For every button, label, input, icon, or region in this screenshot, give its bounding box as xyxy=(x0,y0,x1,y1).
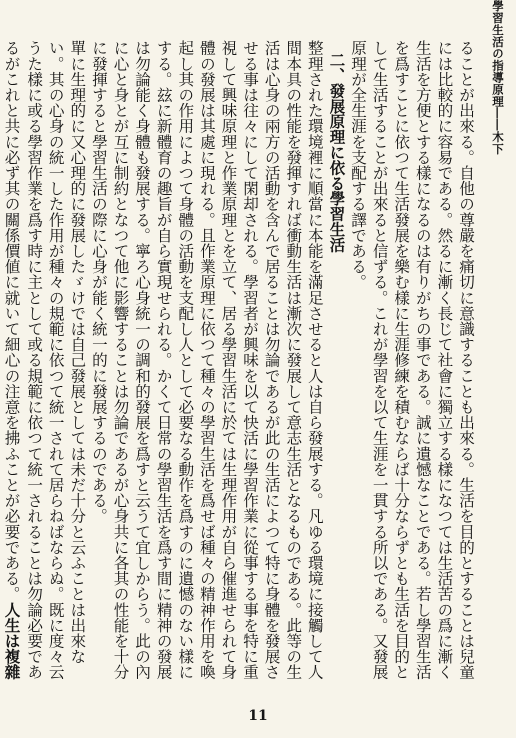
body-text xyxy=(2,40,476,695)
paragraph-3 xyxy=(0,40,87,695)
paragraph-2-text: 整理された環境裡に順當に本能を滿足させると人は自ら發展する。凡ゆる環境に接觸して人間本具の性能を發揮すれば衝動生活は漸次に發展して意志生活となるものである。此等の生活は心身の兩方の活動を含んで居ることは勿論であるが此の生活によつて特に身體を發展させる事は往々にして閑却される。學習者が興味を以て快活に學習作業に從事する事を特に重視して興味原理と作業原理とを立て、居る學習生活に於ては生理作用が自ら催進せられて身體の發展は其處に現れる。且作業原理に依つて種々の學習生活を爲せば種々の精神作用を喚起し其の作用によつて身體の活動を支配し人として必要なる動作を爲すのに遺憾のない樣にする。玆に新體育の趣旨が自ら實現せられる。かくて日常の學習生活を爲す間に精神の發展は勿論能く身體も發展する。寧ろ心身統一の調和的發展を爲すと云うて宜しからう。此の內に心と身とが互に制約となつて他に影響することは勿論であるが心身共に各其の性能を十分に發揮すると學習生活の際に心身が能く統一的に發展するのである。 xyxy=(89,40,324,680)
paragraph-1-text: ることが出來る。自他の尊嚴を痛切に意識することも出來る。生活を目的とすることは兒童には比較的に容易である。然るに漸く長じて社會に獨立する樣になつては生活苦の爲に漸く生活を方便とする樣になるのは有りがちの事である。誠に遺憾なことである。若し學習生活を爲すことに依つて生活發展を樂む樣に生涯修練を積むならば十分ならずとも生活を目的として生活することが出來ると信ずる。これが學習を以て生涯を一貫する所以である。又發展原理が全生涯を支配する譯である。 xyxy=(349,40,475,680)
paragraph-3-text: 單に生理的に又心理的に發展したゞけでは自己發展としては未だ十分と云ふことは出來ない。其の心身の統一した作用が種々の規範に依つて統一されて居らねばならぬ。既に度々云うた樣に或る學習作業を爲す時に主として或る規範に依つて統一されることは勿論必要であるがこれと共に必ず其の關係價値に就いて細心の注意を拂ふことが必要である。 xyxy=(2,40,87,680)
page-number: 11 xyxy=(248,708,268,724)
running-header: 學習生活の指導原理――木下 xyxy=(491,0,505,155)
paragraph-1 xyxy=(346,40,476,695)
section-heading: 二、發展原理に依る學習生活 xyxy=(327,52,346,253)
paragraph-3-emphasis: 人生は複雜 xyxy=(2,601,22,680)
paragraph-2 xyxy=(87,40,346,695)
